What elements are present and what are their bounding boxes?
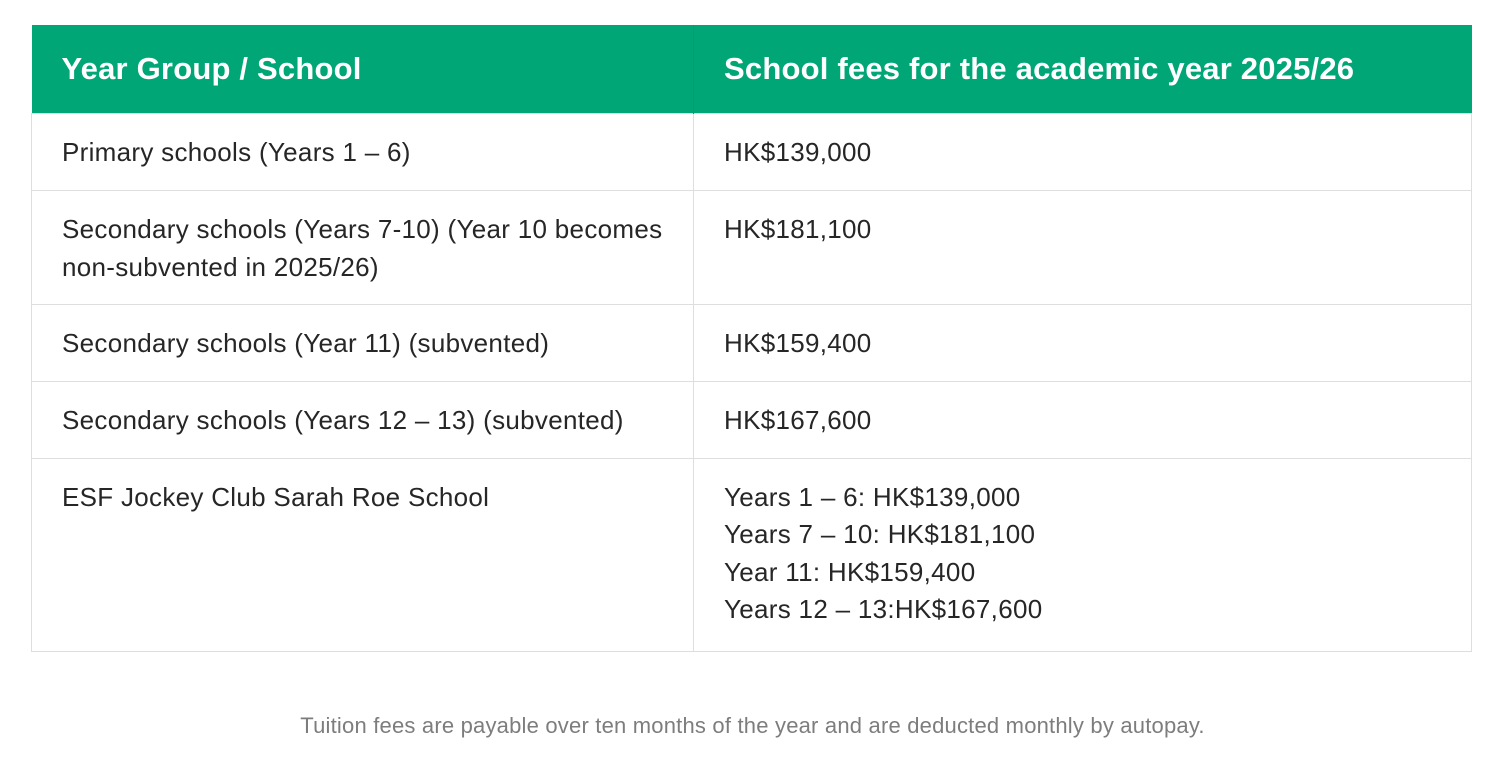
school-cell: Secondary schools (Years 12 – 13) (subvented) <box>32 382 694 459</box>
fees-table-container <box>31 25 1471 652</box>
footnote: Tuition fees are payable over ten months of the year and are deducted monthly by autopay. <box>300 713 1205 738</box>
header-row <box>32 25 1472 114</box>
fees-table <box>31 25 1472 652</box>
fee-line: Years 7 – 10: HK$181,100 <box>724 519 1036 549</box>
table-header <box>32 25 1472 114</box>
fee-cell: HK$159,400 <box>694 305 1472 382</box>
fee-cell: HK$167,600 <box>694 382 1472 459</box>
table-row <box>32 191 1472 305</box>
header-year-group: Year Group / School <box>32 25 694 114</box>
table-row <box>32 458 1472 651</box>
fee-line: Year 11: HK$159,400 <box>724 556 976 587</box>
fee-cell: HK$181,100 <box>694 191 1472 305</box>
fee-cell <box>694 458 1472 651</box>
table-row <box>32 382 1472 459</box>
fee-cell: HK$139,000 <box>694 114 1472 191</box>
fee-line: Years 12 – 13:HK$167,600 <box>724 594 1043 624</box>
fee-line: Years 1 – 6: HK$139,000 <box>724 481 1021 512</box>
school-cell: Secondary schools (Year 11) (subvented) <box>32 305 694 382</box>
table-row <box>32 114 1472 191</box>
header-school-fees: School fees for the academic year 2025/26 <box>694 25 1472 114</box>
school-cell: Secondary schools (Years 7-10) (Year 10 becomes non-subvented in 2025/26) <box>32 191 694 305</box>
table-body <box>32 114 1472 652</box>
table-row <box>32 305 1472 382</box>
school-cell: ESF Jockey Club Sarah Roe School <box>32 458 694 651</box>
school-cell: Primary schools (Years 1 – 6) <box>32 114 694 191</box>
